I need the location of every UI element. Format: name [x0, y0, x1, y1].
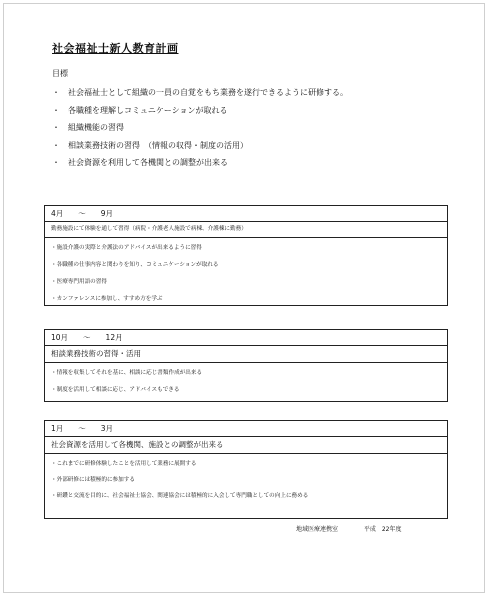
bullet: ・ — [52, 158, 60, 167]
bullet: ・ — [52, 140, 60, 150]
period-subtitle: 勤務施設にて体験を通して習得（病院・介護老人施設で病棟、介護棟に勤務） — [45, 222, 447, 238]
bullet: ・ — [52, 123, 60, 132]
period-subtitle: 社会資源を活用して各機関、施設との調整が出来る — [45, 437, 447, 454]
page-title: 社会福祉士新人教育計画 — [52, 42, 179, 55]
footer-year: 平成 22年度 — [363, 526, 402, 533]
goal-text: 社会資源を利用して各機関との調整が出来る — [68, 158, 228, 167]
goal-text: 社会福祉士として組織の一員の自覚をもち業務を遂行できるように研修する。 — [68, 88, 348, 97]
goal-item — [52, 119, 348, 137]
goal-text: 各職種を理解しコミュニケーションが取れる — [68, 105, 228, 115]
goal-text: 相談業務技術の習得 （情報の収得・制度の活用） — [68, 140, 248, 150]
bullet: ・ — [52, 105, 60, 115]
period-items — [45, 454, 447, 504]
goals-list — [52, 84, 348, 172]
footer — [296, 524, 402, 533]
period-item: ・研鑽と交流を目的に、社会福祉士協会、関連協会には積極的に入会して専門職としての向上に務める — [51, 493, 309, 499]
goal-item — [52, 137, 348, 155]
period-heading: 4月 〜 9月 — [45, 206, 447, 222]
period-box-apr-sep — [44, 205, 448, 306]
period-heading: 10月 〜 12月 — [45, 330, 447, 346]
period-item: ・カンファレンスに参加し、すすめ方を学ぶ — [51, 296, 163, 302]
period-heading: 1月 〜 3月 — [45, 421, 447, 437]
period-box-jan-mar — [44, 420, 448, 519]
goal-text: 組織機能の習得 — [68, 123, 124, 132]
period-item: ・これまでに研修体験したことを活用して業務に展開する — [51, 461, 197, 467]
period-item: ・医療専門用語の習得 — [51, 279, 107, 285]
period-item: ・外部研修には積極的に参加する — [51, 477, 135, 483]
period-item: ・施設介護の実際と介護法のアドバイスが出来るように習得 — [51, 245, 202, 251]
period-subtitle: 相談業務技術の習得・活用 — [45, 346, 447, 363]
goal-item — [52, 154, 348, 172]
period-items — [45, 238, 447, 308]
goals-label: 目標 — [52, 69, 68, 78]
period-item: ・情報を収集してそれを基に、相談に応じ書類作成が出来る — [51, 370, 203, 376]
period-box-oct-dec — [44, 329, 448, 402]
footer-department: 地域医療連携室 — [296, 526, 339, 533]
period-items — [45, 363, 447, 399]
bullet: ・ — [52, 88, 60, 97]
period-item: ・制度を活用して相談に応じ、アドバイスもできる — [51, 387, 180, 393]
goal-item — [52, 102, 348, 120]
goal-item — [52, 84, 348, 102]
period-item: ・各職種の仕事内容と関わりを知り、コミュニケーションが取れる — [51, 262, 219, 268]
